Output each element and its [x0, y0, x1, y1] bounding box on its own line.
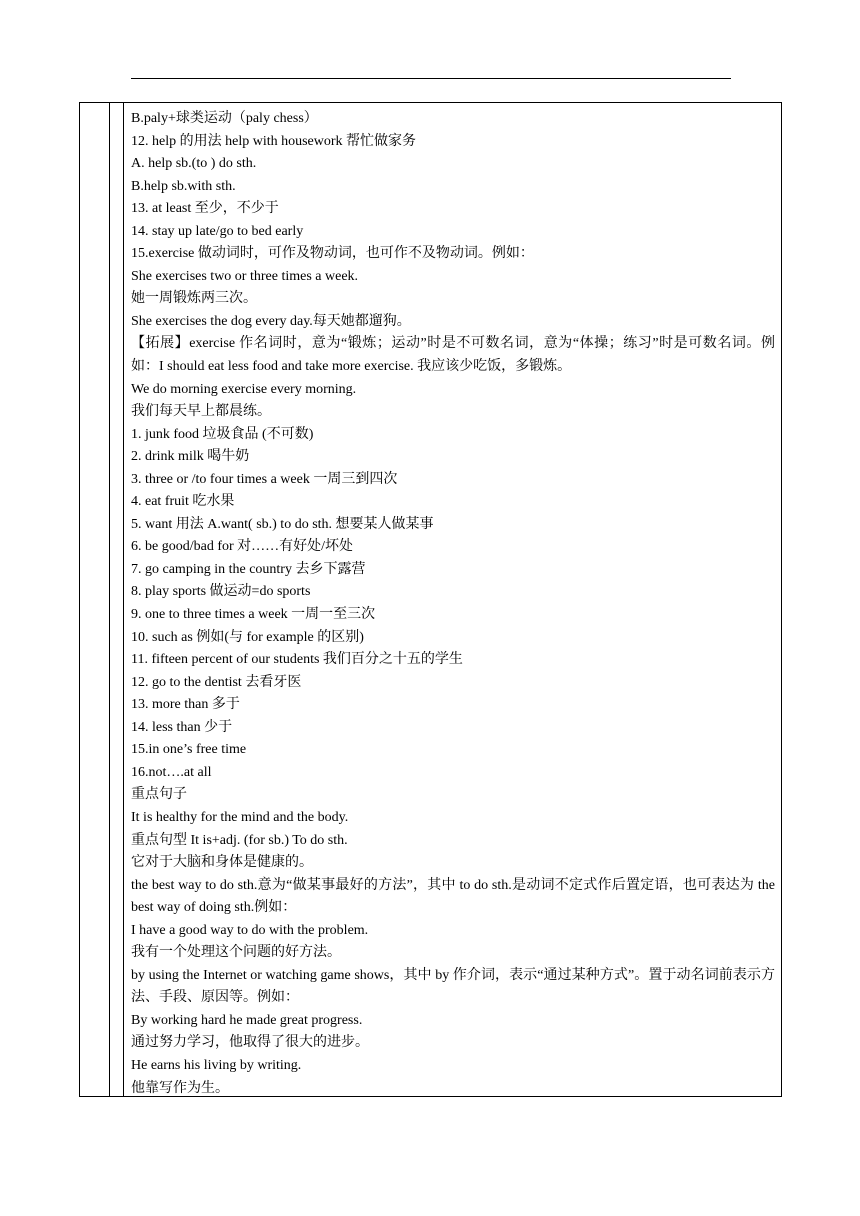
note-line: 4. eat fruit 吃水果	[131, 494, 235, 510]
note-line: B.help sb.with sth.	[131, 178, 236, 194]
note-line: 16.not….at all	[131, 764, 212, 780]
note-line: 通过努力学习，他取得了很大的进步。	[131, 1035, 369, 1051]
note-paragraph: the best way to do sth.意为“做某事最好的方法”，其中 to do sth.是动词不定式作后置定语，也可表达为 the best way of doing sth.例如：	[131, 877, 775, 916]
note-line: 我有一个处理这个问题的好方法。	[131, 945, 341, 961]
note-line: 它对于大脑和身体是健康的。	[131, 855, 313, 871]
notes-content	[131, 108, 775, 1100]
note-line: 12. go to the dentist 去看牙医	[131, 674, 302, 690]
note-line: 他靠写作为生。	[131, 1080, 229, 1096]
note-line: 11. fifteen percent of our students 我们百分之十五的学生	[131, 652, 463, 668]
column-divider-2	[123, 103, 124, 1096]
note-line: 14. less than 少于	[131, 719, 233, 735]
note-line: We do morning exercise every morning.	[131, 381, 357, 397]
note-line: B.paly+球类运动（paly chess）	[131, 111, 318, 126]
note-line: He earns his living by writing.	[131, 1057, 302, 1073]
note-line: It is healthy for the mind and the body.	[131, 809, 349, 825]
note-line: By working hard he made great progress.	[131, 1012, 363, 1028]
note-line: 15.exercise 做动词时，可作及物动词，也可作不及物动词。例如：	[131, 246, 534, 262]
note-line: 9. one to three times a week 一周一至三次	[131, 607, 376, 623]
note-line: 12. help 的用法 help with housework 帮忙做家务	[131, 133, 417, 149]
note-line: 8. play sports 做运动=do sports	[131, 584, 311, 600]
note-line: 1. junk food 垃圾食品 (不可数)	[131, 426, 314, 442]
note-line: I have a good way to do with the problem.	[131, 922, 369, 938]
note-paragraph: 【拓展】exercise 作名词时，意为“锻炼；运动”时是不可数名词，意为“体操；练习”时是可数名词。例如：I should eat less food and take more exercise. 我应该少吃饭，多锻炼。	[131, 336, 775, 375]
note-line: A. help sb.(to ) do sth.	[131, 156, 257, 172]
header-rule	[131, 78, 731, 79]
note-line: 5. want 用法 A.want( sb.) to do sth. 想要某人做某事	[131, 516, 434, 532]
notes-table	[79, 102, 782, 1097]
note-paragraph: by using the Internet or watching game shows，其中 by 作介词，表示“通过某种方式”。置于动名词前表示方法、手段、原因等。例如：	[131, 967, 775, 1006]
note-line: 10. such as 例如(与 for example 的区别)	[131, 629, 364, 645]
note-line: 她一周锻炼两三次。	[131, 291, 257, 307]
column-divider-1	[109, 103, 110, 1096]
note-line: 7. go camping in the country 去乡下露营	[131, 561, 366, 577]
note-line: She exercises two or three times a week.	[131, 268, 359, 284]
note-line: 13. more than 多于	[131, 697, 240, 713]
note-line: 重点句型 It is+adj. (for sb.) To do sth.	[131, 832, 348, 848]
note-line: 2. drink milk 喝牛奶	[131, 449, 250, 465]
note-line: 我们每天早上都晨练。	[131, 404, 271, 420]
note-line: 6. be good/bad for 对……有好处/坏处	[131, 539, 354, 555]
note-line: 13. at least 至少，不少于	[131, 201, 279, 217]
note-line: She exercises the dog every day.每天她都遛狗。	[131, 313, 411, 329]
note-line: 3. three or /to four times a week 一周三到四次	[131, 471, 398, 487]
note-line: 14. stay up late/go to bed early	[131, 223, 304, 239]
note-line: 15.in one’s free time	[131, 742, 247, 758]
section-heading: 重点句子	[131, 787, 187, 803]
